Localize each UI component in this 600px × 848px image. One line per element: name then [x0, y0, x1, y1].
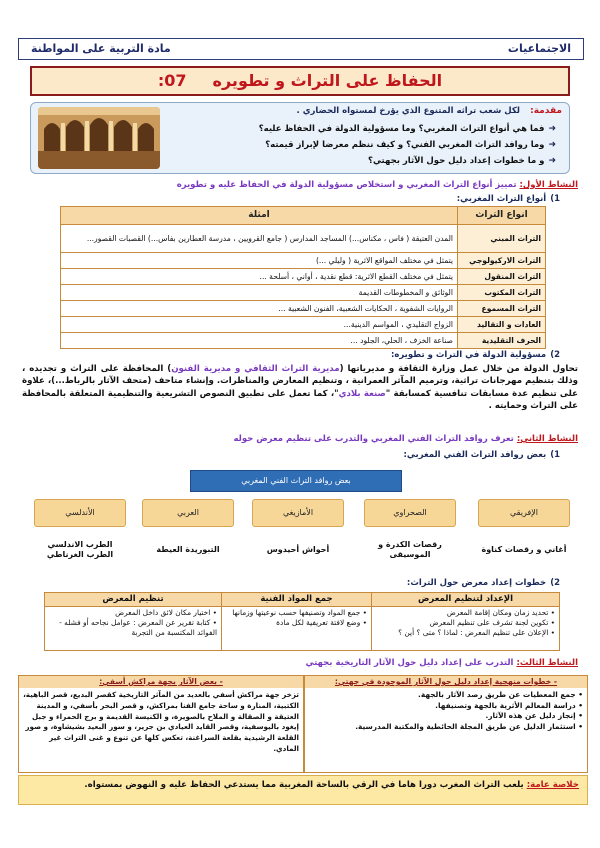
- intro-question: ➜ وما روافد التراث المغربي الفني؟ و كيف ننظم معرضا لإبراز قيمته؟: [265, 140, 556, 151]
- intro-question: ➜ و ما خطوات إعداد دليل حول الآثار بجهتي؟: [368, 156, 556, 167]
- page-header: [18, 38, 584, 60]
- section-heading: 2)خطوات إعداد معرض حول التراث:: [406, 578, 560, 588]
- tributaries-center-label: بعض روافد التراث الفني المغربي: [190, 470, 402, 492]
- tributary-arab: العربي: [142, 499, 234, 527]
- table-row: التراث الاركيولوجي يتمثل في مختلف المواقع الاثرية ( وليلي ...): [61, 253, 546, 269]
- guide-steps-box: [304, 675, 588, 773]
- table-header: جمع المواد الفنية: [222, 593, 372, 607]
- tributary-example: أحواش أحيدوس: [266, 545, 330, 555]
- table-row: الحرف التقليدية صناعة الخزف ، الحلي، الجلود ...: [61, 333, 546, 349]
- table-row: التراث المبني المدن العتيقة ( فاس ، مكناس...) المساجد المدارس ( جامع القرويين ، مدرسة العطارين بفاس...) القصبات القصور...: [61, 225, 546, 253]
- activity-two: النشاط الثاني: تعرف روافد التراث الفني المغربي والتدرب على تنظيم معرض حوله: [233, 434, 578, 444]
- conclusion-text: يلعب التراث المغرب دورا هاما في الرقي بالساحة المغربية مما يستدعي الحفاظ عليه و النهوض بمستواه.: [84, 780, 524, 790]
- tributary-african: الإفريقي: [478, 499, 570, 527]
- table-header: انواع التراث: [458, 207, 546, 225]
- arrow-bullet-icon: ➜: [548, 124, 556, 134]
- list-item: • جمع المعطيات عن طريق رصد الآثار بالجهة.: [418, 690, 583, 699]
- heritage-types-table: [60, 206, 546, 349]
- conclusion-box: [18, 775, 588, 805]
- guide-steps-title: - خطوات منهجية إعداد دليل حول الآثار الموجودة في جهتي:: [305, 676, 587, 688]
- exhibition-steps-table: [44, 592, 560, 651]
- conclusion-label: خلاصة عامة:: [526, 780, 579, 790]
- intro-label: مقدمة:: [530, 106, 562, 116]
- tributary-example: أغاني و رقصات كناوة: [481, 545, 567, 555]
- table-row: التراث المسموع الروايات الشفوية ، الحكايات الشعبية، الفنون الشعبية ...: [61, 301, 546, 317]
- table-header: تنظيم المعرض: [45, 593, 222, 607]
- tributary-example: الطرب الاندلسي الطرب الغرناطي: [46, 540, 114, 559]
- table-row: • تحديد زمان ومكان إقامة المعرض • تكوين لجنة تشرف على تنظيم المعرض • الإعلان على تنظيم المعرض : لماذا ؟ متى ؟ أين ؟ • جمع المواد وتصنيفها حسب نوعيتها وزمانها • وضع لافتة تعريفية لكل مادة • اختيار مكان لائق داخل المعرض • كتابة تقرير عن المعرض : عوامل نجاحه أو فشله - الفوائد المكتسبة من التجربة: [45, 607, 560, 651]
- subject-name: الاجتماعيات: [507, 42, 571, 56]
- course-name: مادة التربية على المواطنة: [31, 42, 171, 56]
- table-header: الإعداد لتنظيم المعرض: [372, 593, 560, 607]
- list-item: • دراسة المعالم الأثرية بالجهة وتصنيفها.: [435, 700, 583, 710]
- activity-one: النشاط الأول: تمييز أنواع التراث المغربي و استخلاص مسؤولية الدولة في الحفاظ عليه و تطويره: [176, 180, 578, 190]
- arrow-bullet-icon: ➜: [548, 140, 556, 150]
- intro-text: لكل شعب تراثه المتنوع الذي يؤرخ لمستواه الحضاري .: [296, 106, 520, 116]
- tributary-example: التبوريدة العيطة: [156, 545, 220, 555]
- lesson-number: 07:: [157, 71, 187, 90]
- table-row: العادات و التقاليد الزواج التقليدي ، المواسم الدينية...: [61, 317, 546, 333]
- marrakech-safi-monuments-box: [18, 675, 304, 773]
- activity-three: النشاط الثالث: التدرب على إعداد دليل حول الآثار التاريخية بجهتي: [305, 658, 578, 668]
- section-heading: 1)بعض روافد التراث الفني المغربي:: [403, 450, 560, 460]
- tributary-amazigh: الأمازيغي: [252, 499, 344, 527]
- intro-question: ➜ فما هي أنواع التراث المغربي؟ وما مسؤولية الدولة في الحفاظ عليه؟: [258, 124, 556, 135]
- arrow-bullet-icon: ➜: [548, 156, 556, 166]
- list-item: • استثمار الدليل عن طريق المجلة الحائطية والمكتبة المدرسية.: [355, 722, 583, 732]
- tributary-example: رقصات الكدرة و الموسيقى: [378, 540, 442, 559]
- table-header: امثلة: [61, 207, 458, 225]
- monuments-text: تزخر جهة مراكش أسفي بالعديد من المآثر التاريخية كقصر البديع، قصر الباهية، الكتبية، المنارة و ساحة جامع الفنا بمراكش، و قصر البحر بأسفي، و المدينة العتيقة و الصقالة و الملاح بالصويرة، و الكنيسة القديمة و برج الحمراء و جبل إيغود باليوسفية، وقصر القايد العيادي بن جرير، و سور البعيد بشيشاوة، و صور القلعة الرشيدية بقلعة السراغنة، تعكس كلها عن تنوع و غنى التراث غير المادي.: [23, 690, 299, 753]
- tributary-saharan: الصحراوي: [364, 499, 456, 527]
- lesson-title: الحفاظ على التراث و تطويره: [212, 71, 443, 90]
- section-heading: 2)مسؤولية الدولة في التراث و تطويره:: [390, 350, 560, 360]
- state-responsibility-paragraph: تحاول الدولة من خلال عمل وزارة الثقافة و مديرياتها (مديرية التراث الثقافي و مديرية الفنون) المحافظة على التراث و تجديده ، وذلك بتنظيم مهرجانات تراثية، وترميم المآثر العمرانية ، وتنظيم المعارض والمناظرات. وإنشاء متاحف (متحف الآثار بالرباط...)، علاوة على تنظيم عدة مسابقات تنافسية كمسابقة "صنعة بلادي"، كما تعمل على تطبيق النصوص التشريعية والتنظيمية المتعلقة بالمحافظة على التراث وحمايته .: [22, 364, 578, 412]
- monuments-title: - بعض الآثار بجهة مراكش أسفي:: [19, 676, 303, 688]
- section-heading: 1)أنواع التراث المغربي:: [456, 194, 560, 204]
- lesson-title-box: [30, 66, 570, 96]
- list-item: • إنجاز دليل عن هذه الآثار.: [485, 711, 583, 721]
- alhambra-courtyard-image: [38, 107, 160, 169]
- table-row: التراث المنقول يتمثل في مختلف القطع الاثرية: قطع نقدية ، أواني ، أسلحة ...: [61, 269, 546, 285]
- tributary-andalusian: الأندلسي: [34, 499, 126, 527]
- table-row: التراث المكتوب الوثائق و المخطوطات القديمة: [61, 285, 546, 301]
